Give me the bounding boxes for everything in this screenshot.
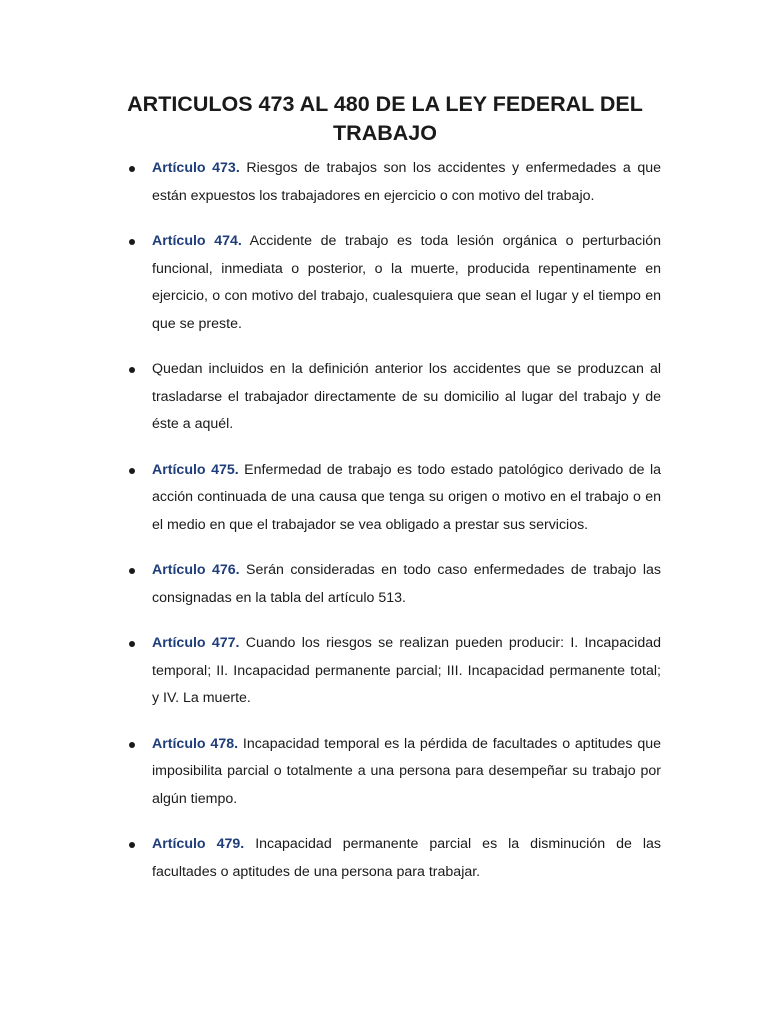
article-text: Enfermedad de trabajo es todo estado patológico derivado de la acción continuada de una causa que tenga su origen o motivo en el trabajo o en el medio en que el trabajador se vea obligado a prestar sus servicios. bbox=[152, 461, 661, 533]
article-label: Artículo 473. bbox=[152, 160, 240, 176]
bullet-icon bbox=[129, 468, 135, 474]
article-label: Artículo 475. bbox=[152, 461, 239, 478]
article-label: Artículo 477. bbox=[152, 635, 240, 651]
bullet-icon bbox=[129, 742, 135, 748]
article-text: Quedan incluidos en la definición anterior los accidentes que se produzcan al trasladarse el trabajador directamente de su domicilio al lugar del trabajo y de éste a aquél. bbox=[152, 361, 661, 432]
article-text: Accidente de trabajo es toda lesión orgánica o perturbación funcional, inmediata o posterior, o la muerte, producida repentinamente en ejercicio, o con motivo del trabajo, cualesquiera que sean el lugar y el tiempo en que se preste. bbox=[152, 233, 661, 332]
bullet-icon bbox=[129, 842, 135, 848]
article-label: Artículo 474. bbox=[152, 233, 242, 249]
bullet-icon bbox=[129, 239, 135, 245]
article-text: Incapacidad permanente parcial es la disminución de las facultades o aptitudes de una persona para trabajar. bbox=[152, 836, 661, 880]
list-item-article-479 bbox=[0, 831, 661, 886]
bullet-icon bbox=[129, 367, 135, 373]
list-item-article-475 bbox=[0, 457, 661, 540]
article-text: Incapacidad temporal es la pérdida de facultades o aptitudes que imposibilita parcial o totalmente a una persona para desempeñar su trabajo por algún tiempo. bbox=[152, 735, 661, 807]
article-list bbox=[0, 155, 768, 904]
document-title: ARTICULOS 473 AL 480 DE LA LEY FEDERAL DEL TRABAJO bbox=[127, 92, 643, 145]
article-label: Artículo 478. bbox=[152, 735, 239, 752]
list-item-article-477 bbox=[0, 630, 661, 713]
article-label: Artículo 479. bbox=[152, 836, 245, 852]
article-text: Cuando los riesgos se realizan pueden producir: I. Incapacidad temporal; II. Incapacidad permanente parcial; III. Incapacidad permanente total; y IV. La muerte. bbox=[152, 635, 662, 706]
list-item-article-476 bbox=[0, 557, 661, 612]
bullet-icon bbox=[129, 641, 135, 647]
list-item-article-473 bbox=[0, 155, 661, 210]
list-item-article-474-addendum bbox=[0, 356, 661, 439]
bullet-icon bbox=[129, 568, 135, 574]
list-item-article-474 bbox=[0, 228, 661, 338]
bullet-icon bbox=[129, 166, 135, 172]
article-text: Riesgos de trabajos son los accidentes y enfermedades a que están expuestos los trabajadores en ejercicio o con motivo del trabajo. bbox=[152, 160, 661, 204]
list-item-article-478 bbox=[0, 731, 661, 814]
article-label: Artículo 476. bbox=[152, 562, 240, 578]
article-text: Serán consideradas en todo caso enfermedades de trabajo las consignadas en la tabla del artículo 513. bbox=[152, 562, 662, 606]
